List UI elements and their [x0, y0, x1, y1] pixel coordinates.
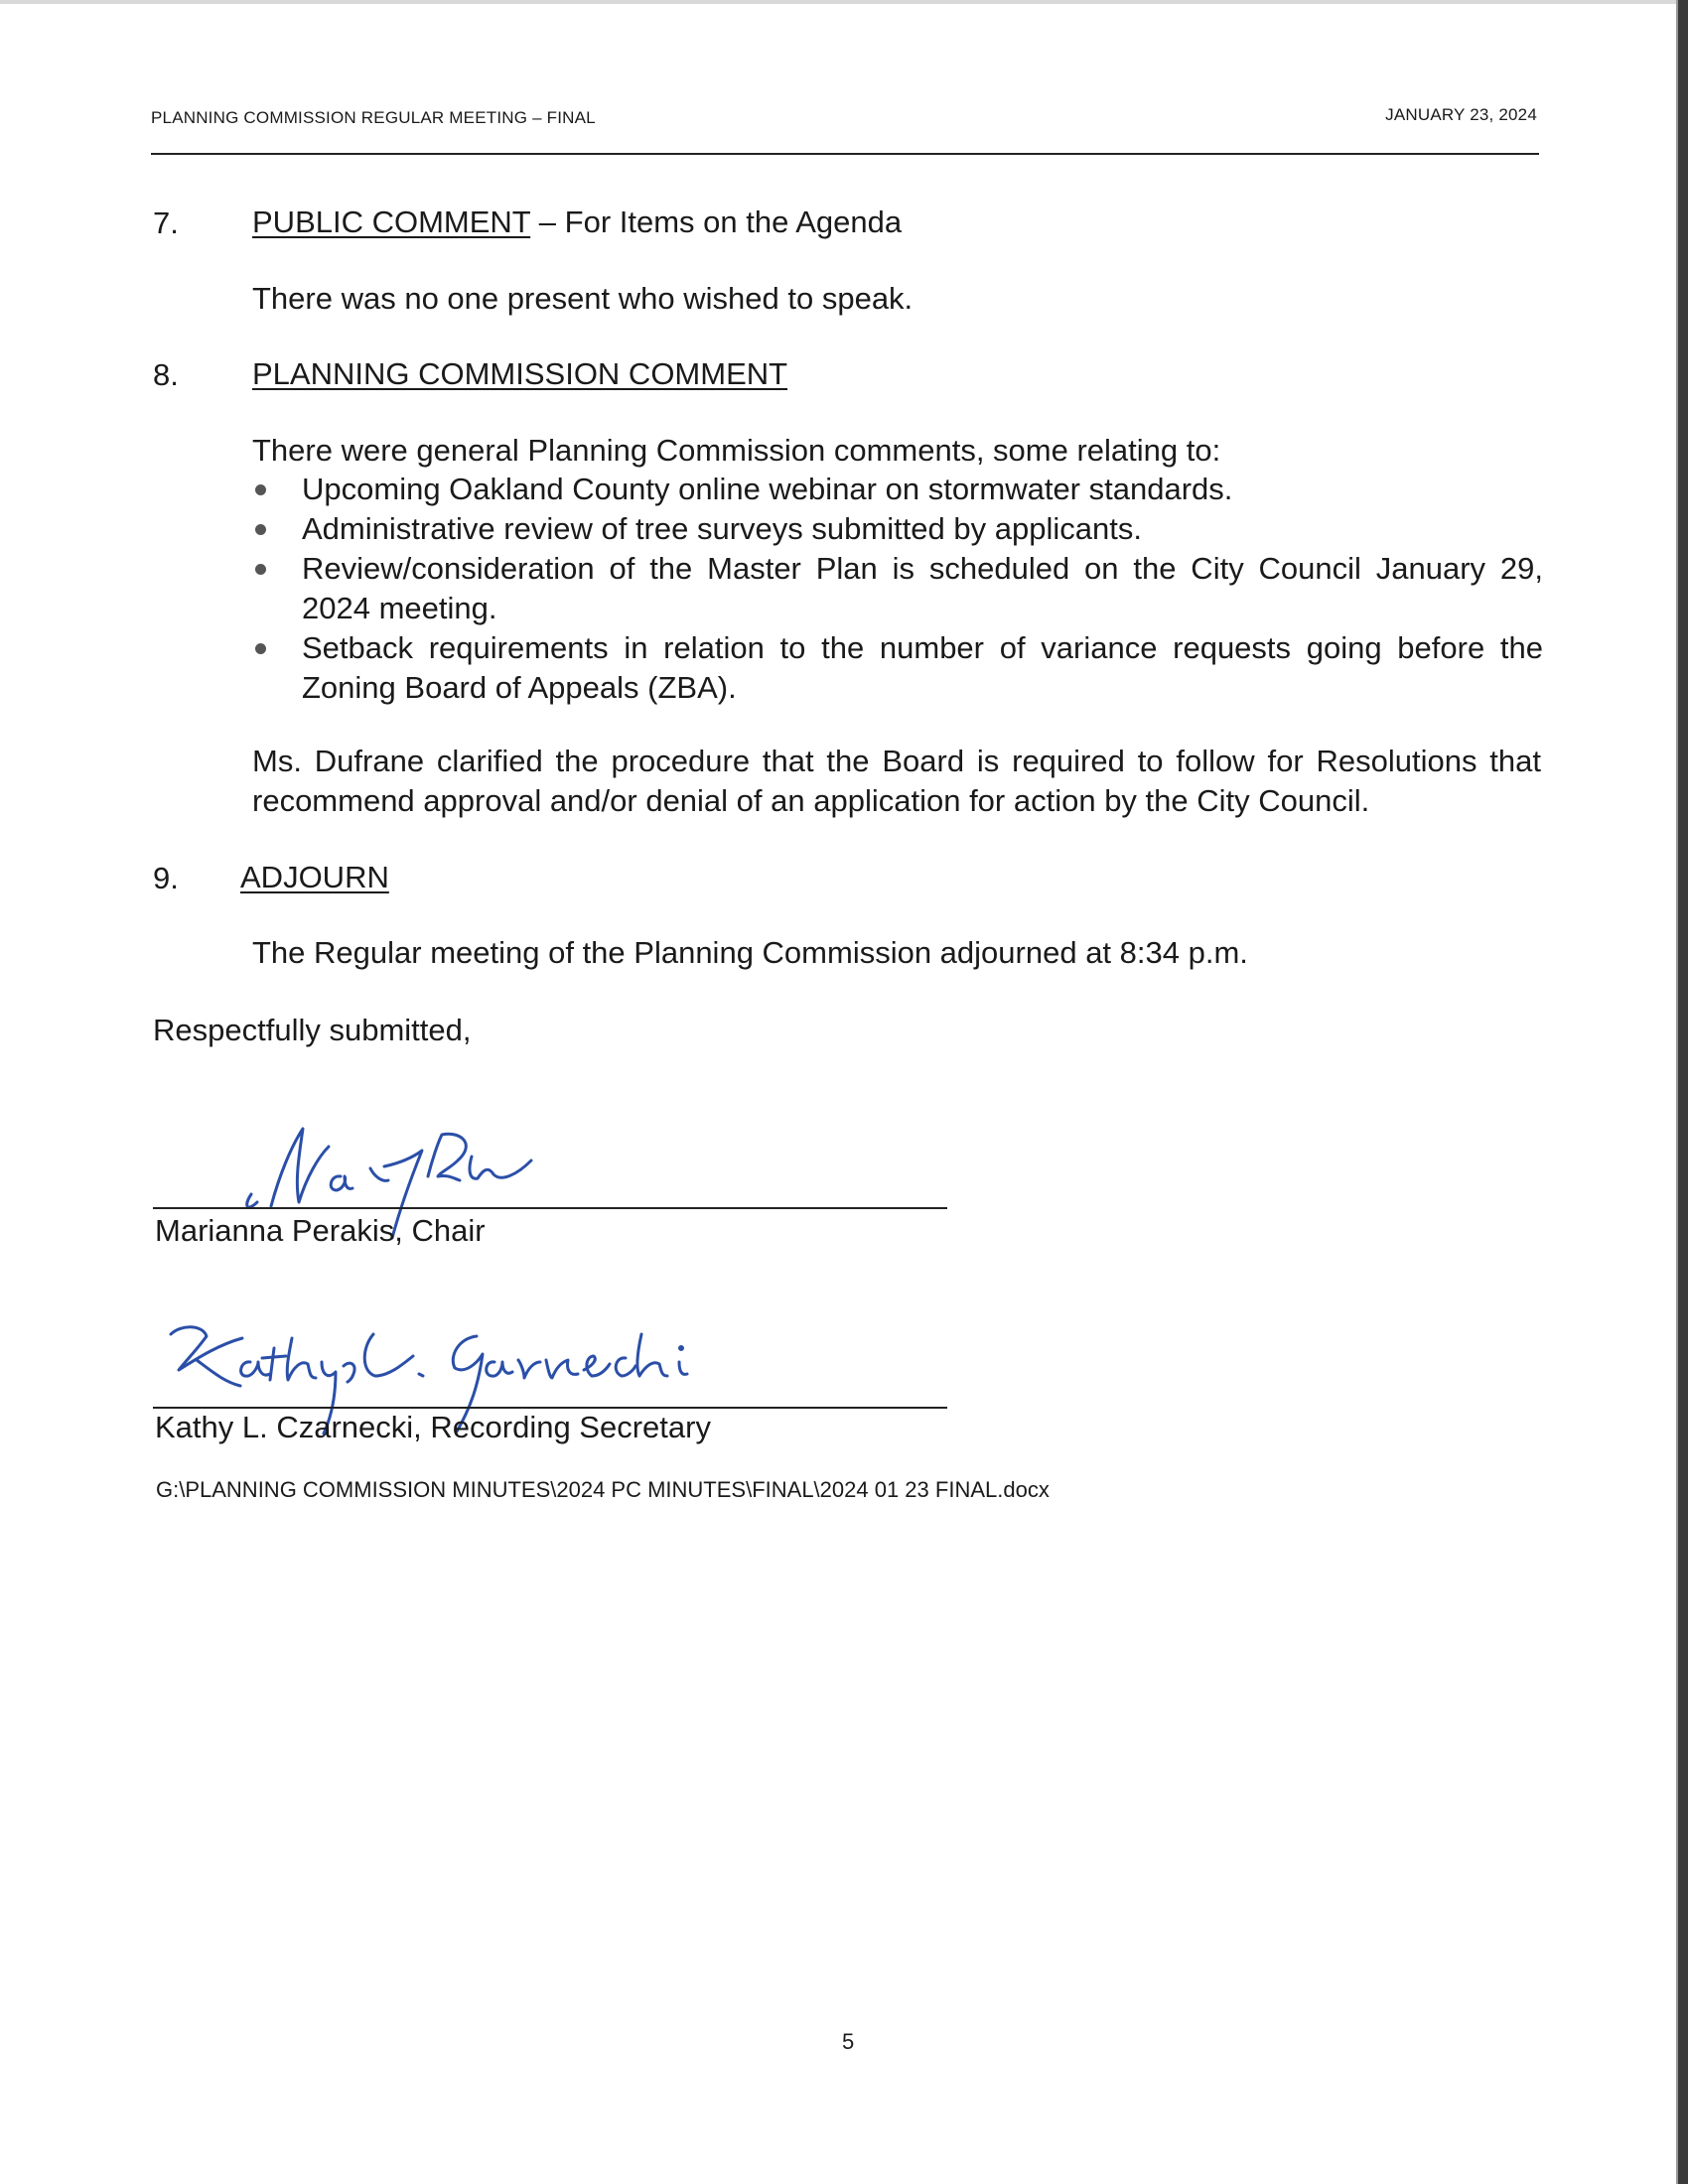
- section-9-number: 9.: [153, 861, 179, 895]
- list-item: [252, 628, 1543, 708]
- list-item-text: Administrative review of tree surveys submitted by applicants.: [302, 511, 1142, 546]
- scan-top-edge: [0, 0, 1688, 4]
- list-item-text: Review/consideration of the Master Plan is scheduled on the City Council January 29, 2024 meeting.: [302, 551, 1543, 625]
- bullet-icon: [255, 643, 266, 654]
- section-7-body: There was no one present who wished to speak.: [252, 281, 914, 316]
- scan-right-edge: [1678, 0, 1688, 2184]
- file-path: G:\PLANNING COMMISSION MINUTES\2024 PC MINUTES\FINAL\2024 01 23 FINAL.docx: [156, 1477, 1050, 1502]
- signer-name-chair: Marianna Perakis, Chair: [155, 1213, 486, 1248]
- section-8-clarification: Ms. Dufrane clarified the procedure that the Board is required to follow for Resolutions that recommend approval and/or denial of an application for action by the City Council.: [252, 744, 1541, 818]
- list-item-text: Upcoming Oakland County online webinar on stormwater standards.: [302, 472, 1233, 506]
- comment-bullet-list: [252, 470, 1543, 708]
- list-item-text: Setback requirements in relation to the number of variance requests going before the Zoning Board of Appeals (ZBA).: [302, 630, 1543, 705]
- signer-name-secretary: Kathy L. Czarnecki, Recording Secretary: [155, 1410, 711, 1444]
- list-item: [252, 549, 1543, 628]
- section-7-heading-text: PUBLIC COMMENT: [252, 205, 531, 239]
- section-7-heading-suffix: – For Items on the Agenda: [530, 205, 903, 239]
- section-7-heading: [252, 203, 902, 242]
- section-7-number: 7.: [153, 205, 179, 240]
- section-8-intro: There were general Planning Commission comments, some relating to:: [252, 433, 1221, 468]
- section-9-body: The Regular meeting of the Planning Commission adjourned at 8:34 p.m.: [252, 935, 1248, 970]
- section-9-heading: ADJOURN: [240, 860, 389, 894]
- section-8-number: 8.: [153, 357, 179, 392]
- page-number: 5: [842, 2029, 855, 2054]
- header-date: JANUARY 23, 2024: [1385, 105, 1537, 124]
- signature-line-chair: [153, 1207, 947, 1209]
- list-item: [252, 470, 1543, 509]
- bullet-icon: [255, 564, 266, 575]
- bullet-icon: [255, 484, 266, 495]
- header-title: PLANNING COMMISSION REGULAR MEETING – FINAL: [151, 108, 596, 127]
- closing-text: Respectfully submitted,: [153, 1013, 472, 1047]
- bullet-icon: [255, 524, 266, 535]
- header-rule: [151, 153, 1539, 155]
- section-8-heading: PLANNING COMMISSION COMMENT: [252, 356, 788, 391]
- list-item: [252, 509, 1543, 549]
